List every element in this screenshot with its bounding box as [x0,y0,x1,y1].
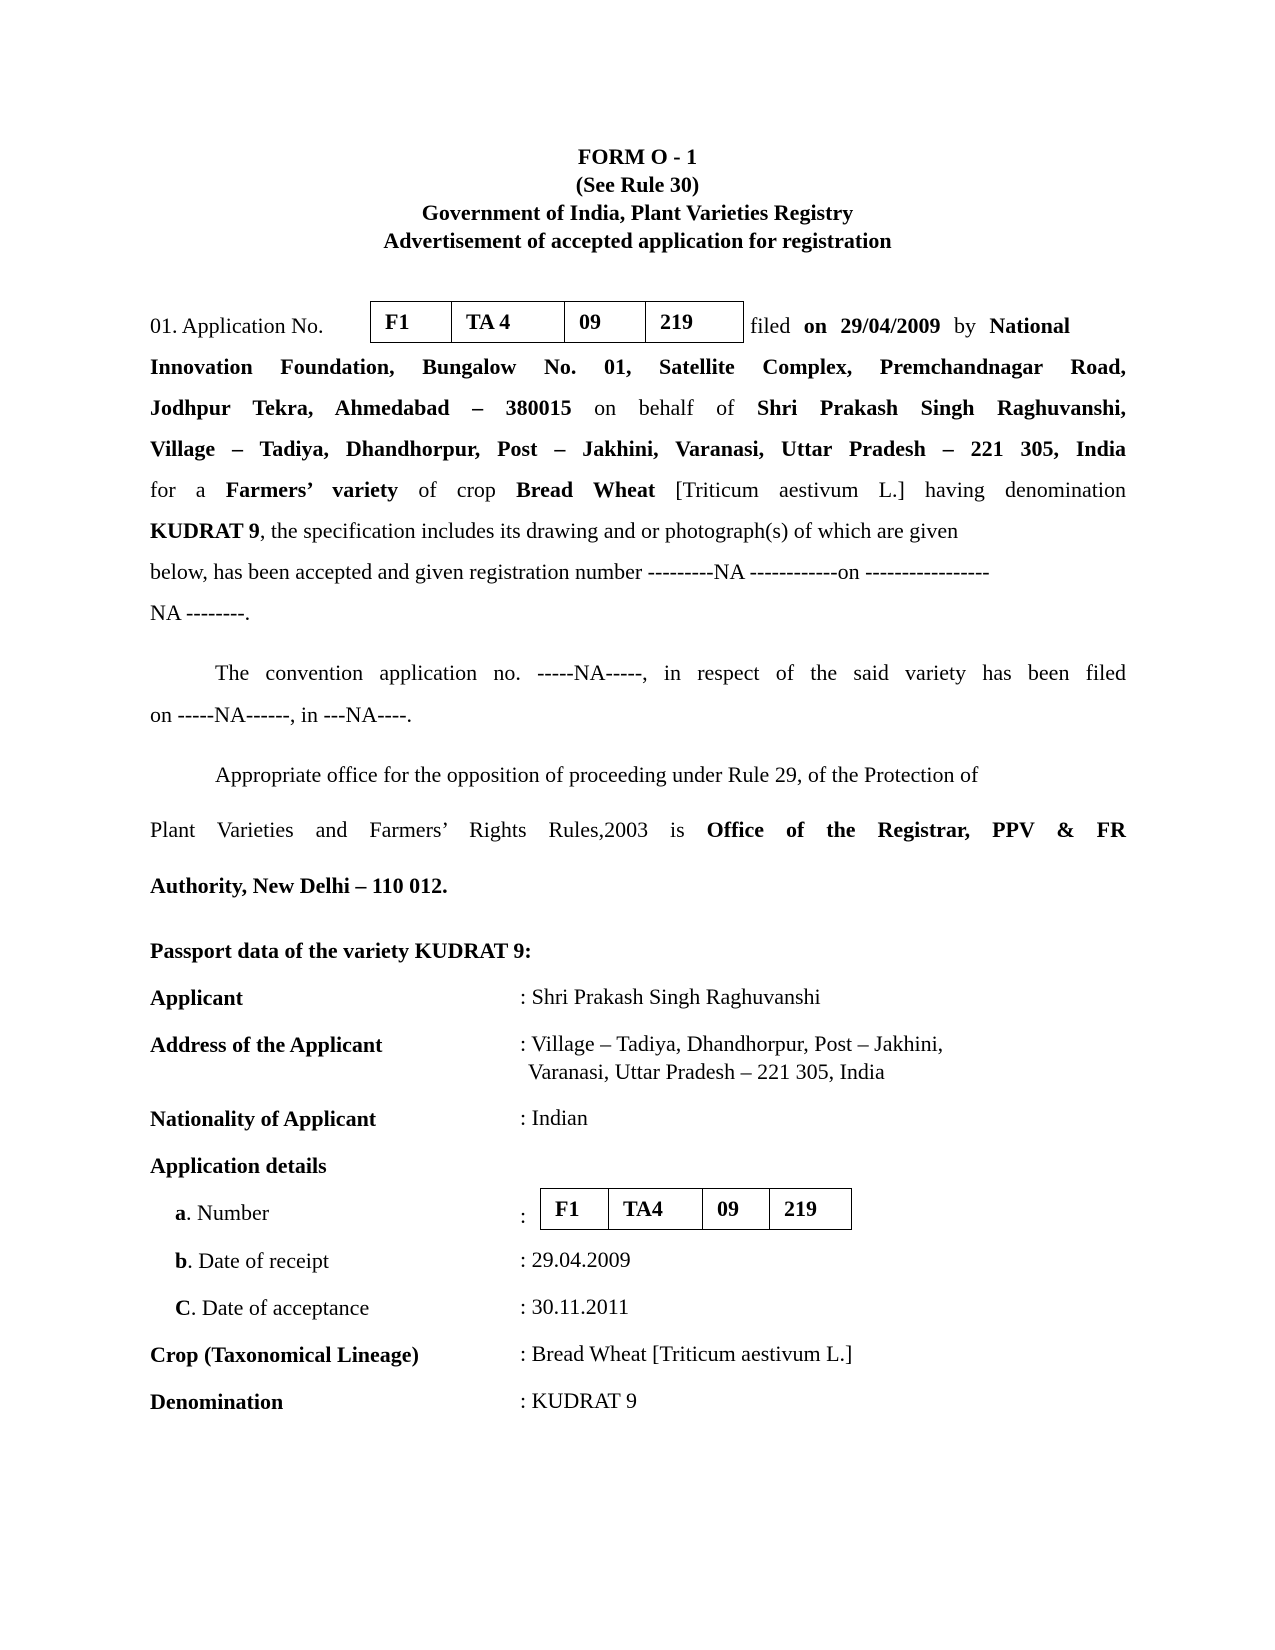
app-number-cell: 09 [565,302,646,342]
opposition-line-2: Plant Varieties and Farmers’ Rights Rules,2003 is Office of the Registrar, PPV & FR [150,817,1126,842]
address-value-2: Varanasi, Uttar Pradesh – 221 305, India [528,1059,885,1084]
form-title: FORM O - 1 [577,144,698,169]
nationality-label: Nationality of Applicant [150,1106,377,1131]
opposition-line-3: Authority, New Delhi – 110 012. [150,873,448,898]
denomination-line: KUDRAT 9, the specification includes its drawing and or photograph(s) of which are given [150,518,959,543]
crop-name: Bread Wheat [516,477,656,502]
application-prefix: 01. Application No. [150,313,324,338]
filer-line-3: Jodhpur Tekra, Ahmedabad – 380015 on behalf of Shri Prakash Singh Raghuvanshi, [150,395,1127,420]
passport-number-box [540,1188,852,1230]
denomination-value: : KUDRAT 9 [520,1388,637,1413]
filed-info: filed on 29/04/2009 by National [750,313,1071,338]
passport-heading: Passport data of the variety KUDRAT 9: [150,938,532,963]
receipt-label: b. Date of receipt [175,1248,329,1273]
number-colon: : [520,1203,527,1228]
crop-label: Crop (Taxonomical Lineage) [150,1342,419,1367]
number-label: a. Number [175,1200,270,1225]
filed-date: on 29/04/2009 [803,313,941,338]
authority-name: Government of India, Plant Varieties Registry [421,200,854,225]
passport-number-cell: TA4 [609,1189,703,1229]
variety-type: Farmers’ variety [225,477,399,502]
denomination: KUDRAT 9 [150,518,260,543]
passport-number-cell: 219 [784,1196,817,1221]
rule-reference: (See Rule 30) [575,172,700,197]
applicant-value: : Shri Prakash Singh Raghuvanshi [520,984,821,1009]
variety-line: for a Farmers’ variety of crop Bread Wheat [Triticum aestivum L.] having denomination [150,477,1127,502]
app-number-cell: TA 4 [452,302,565,342]
convention-line-2: on -----NA------, in ---NA----. [150,702,413,727]
denomination-label: Denomination [150,1389,284,1414]
applicant-address: Village – Tadiya, Dhandhorpur, Post – Jakhini, Varanasi, Uttar Pradesh – 221 305, India [150,436,1126,461]
application-number-box [370,301,744,343]
acceptance-value: : 30.11.2011 [520,1294,629,1319]
passport-number-cell: 09 [703,1189,770,1229]
address-value-1: : Village – Tadiya, Dhandhorpur, Post – Jakhini, [520,1031,944,1056]
applicant-name: Shri Prakash Singh Raghuvanshi, [757,395,1127,420]
convention-line-1: The convention application no. -----NA-----, in respect of the said variety has been filed [215,660,1126,685]
accepted-tail: NA --------. [150,600,251,625]
form-header [0,143,1275,255]
form-subject: Advertisement of accepted application for registration [383,228,892,253]
acceptance-label: C. Date of acceptance [175,1295,370,1320]
application-details-label: Application details [150,1153,327,1178]
accepted-line: below, has been accepted and given registration number ---------NA ------------on ----------------- [150,559,990,584]
passport-number-cell: F1 [541,1189,609,1229]
applicant-label: Applicant [150,985,243,1010]
opposition-line-1: Appropriate office for the opposition of proceeding under Rule 29, of the Protection of [215,762,979,787]
nationality-value: : Indian [520,1105,588,1130]
opposition-office: Office of the Registrar, PPV & FR [706,817,1126,842]
app-number-cell: F1 [371,302,452,342]
address-label: Address of the Applicant [150,1032,383,1057]
app-number-cell: 219 [660,309,693,334]
crop-value: : Bread Wheat [Triticum aestivum L.] [520,1341,853,1366]
receipt-value: : 29.04.2009 [520,1247,631,1272]
filer-name: Innovation Foundation, Bungalow No. 01, Satellite Complex, Premchandnagar Road, [150,354,1126,379]
